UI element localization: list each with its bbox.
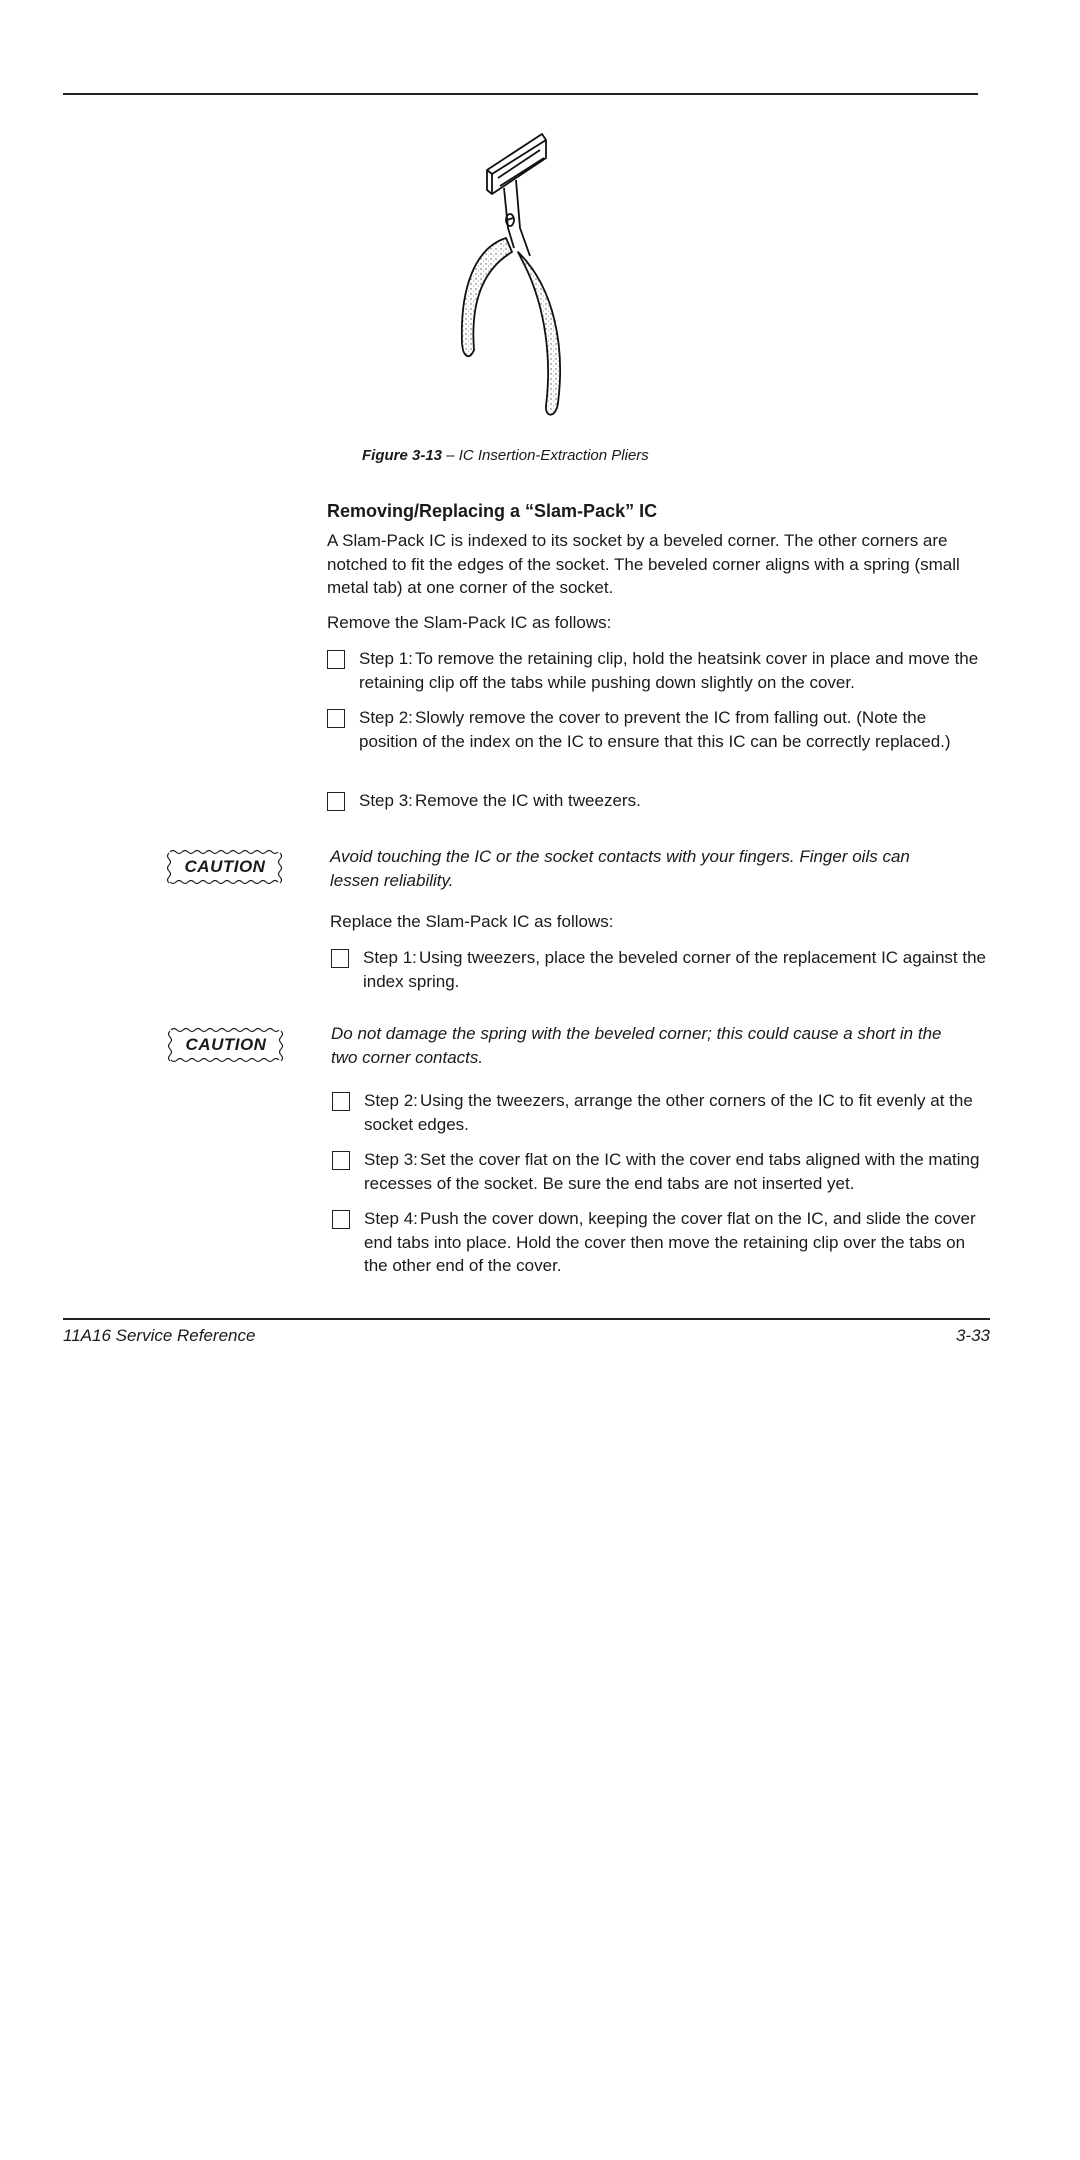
replace-step-4 [332,1207,992,1278]
figure-title: IC Insertion-Extraction Pliers [458,447,649,464]
step-text: Push the cover down, keeping the cover flat on the IC, and slide the cover end tabs into place. Hold the cover then move the retaining clip over the tabs on the other end of the cover. [364,1209,976,1275]
step-label: Step 2: [359,708,413,727]
top-rule [63,93,978,95]
step-checkbox[interactable] [327,650,345,669]
remove-intro: Remove the Slam-Pack IC as follows: [327,613,612,632]
step-checkbox[interactable] [332,1210,350,1229]
step-label: Step 4: [364,1209,418,1228]
footer-title: 11A16 Service Reference [63,1326,256,1345]
step-text: Set the cover flat on the IC with the cover end tabs aligned with the mating recesses of the socket. Be sure the end tabs are not inserted yet. [364,1150,980,1193]
step-label: Step 2: [364,1091,418,1110]
step-label: Step 1: [359,649,413,668]
caution-label: CAUTION [184,857,266,876]
remove-step-3 [327,789,987,813]
caution-badge [167,1026,285,1064]
step-checkbox[interactable] [332,1151,350,1170]
caution-text: Do not damage the spring with the beveled corner; this could cause a short in the two corner contacts. [331,1024,942,1067]
step-text: Slowly remove the cover to prevent the IC from falling out. (Note the position of the index on the IC to ensure that this IC can be correctly replaced.) [359,708,951,751]
figure-caption [362,444,649,468]
figure-number: Figure 3-13 [362,447,443,464]
remove-step-2 [327,706,987,753]
step-label: Step 1: [363,948,417,967]
caution-badge [166,848,284,886]
replace-step-3 [332,1148,992,1195]
step-checkbox[interactable] [331,949,349,968]
step-checkbox[interactable] [327,709,345,728]
step-label: Step 3: [359,791,413,810]
footer-page-number: 3-33 [955,1326,990,1345]
step-checkbox[interactable] [327,792,345,811]
replace-step-1 [331,946,991,993]
intro-paragraph: A Slam-Pack IC is indexed to its socket by a beveled corner. The other corners are notched to fit the edges of the socket. The beveled corner aligns with a spring (small metal tab) at one corner of the socket. [327,531,960,597]
pliers-illustration-icon [440,128,610,423]
step-text: To remove the retaining clip, hold the heatsink cover in place and move the retaining clip off the tabs while pushing down slightly on the cover. [359,649,979,692]
step-text: Remove the IC with tweezers. [415,791,641,810]
remove-step-1 [327,647,987,694]
section-heading: Removing/Replacing a “Slam-Pack” IC [327,501,658,521]
step-text: Using tweezers, place the beveled corner of the replacement IC against the index spring. [363,948,986,991]
caution-text: Avoid touching the IC or the socket contacts with your fingers. Finger oils can lessen reliability. [330,847,910,890]
step-label: Step 3: [364,1150,418,1169]
step-checkbox[interactable] [332,1092,350,1111]
replace-step-2 [332,1089,992,1136]
caution-label: CAUTION [185,1035,267,1054]
figure-dash: – [446,447,455,464]
step-text: Using the tweezers, arrange the other corners of the IC to fit evenly at the socket edges. [364,1091,973,1134]
replace-intro: Replace the Slam-Pack IC as follows: [330,912,614,931]
bottom-rule [63,1318,990,1320]
